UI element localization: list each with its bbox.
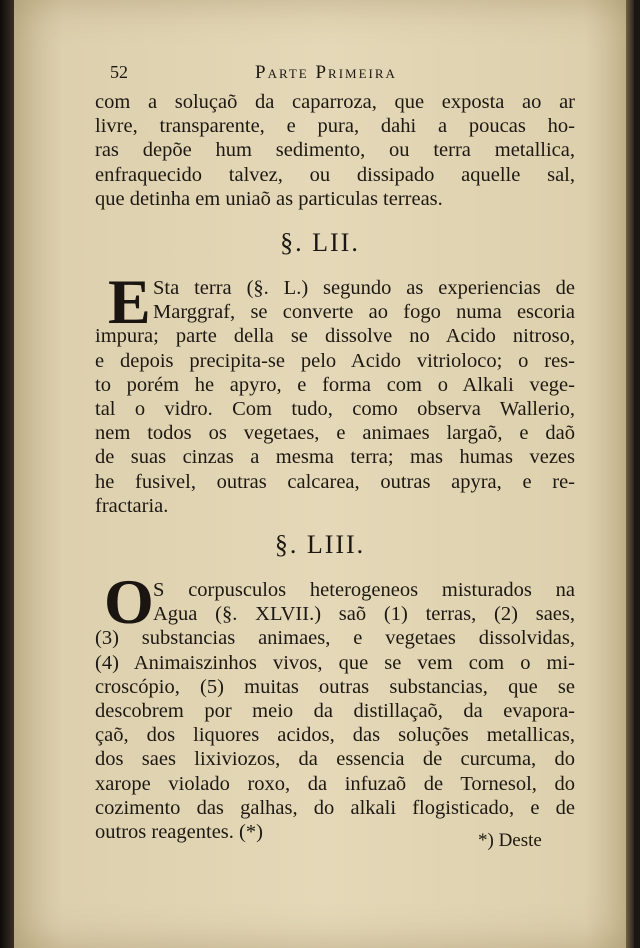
text-line: çaõ, dos liquores acidos, das soluções metallicas, <box>95 724 575 747</box>
book-edge-right <box>626 0 634 948</box>
page-header <box>110 62 450 84</box>
text-line: dos saes lixiviozos, da essencia de curcuma, do <box>95 748 575 771</box>
text-line: nem todos os vegetaes, e animaes largaõ, e daõ <box>95 422 575 445</box>
text-line: (3) substancias animaes, e vegetaes dissolvidas, <box>95 627 575 650</box>
section-heading-liii: §. LIII. <box>274 530 366 559</box>
catchword: *) Deste <box>478 830 542 851</box>
text-line: enfraquecido talvez, ou dissipado aquelle sal, <box>95 163 575 186</box>
running-title: Parte Primeira <box>255 62 397 83</box>
text-line: impura; parte della se dissolve no Acido nitroso, <box>95 325 575 348</box>
text-line: outros reagentes. (*) <box>95 820 263 843</box>
text-line: he fusivel, outras calcarea, outras apyra, e re- <box>95 470 575 493</box>
text-line: livre, transparente, e pura, dahi a poucas ho- <box>95 115 575 138</box>
text-line: Agua (§. XLVII.) saõ (1) terras, (2) saes, <box>153 603 575 626</box>
text-line: com a soluçaõ da caparroza, que exposta ao ar <box>95 91 575 113</box>
text-line: S corpusculos heterogeneos misturados na <box>153 579 575 601</box>
text-line: que detinha em uniaõ as particulas terreas. <box>95 187 443 210</box>
text-line: cozimento das galhas, do alkali flogisticado, e de <box>95 796 575 819</box>
text-line: e depois precipita-se pelo Acido vitrioloco; o res- <box>95 349 575 372</box>
page-number: 52 <box>110 62 128 82</box>
paragraph-liii <box>95 578 575 844</box>
text-line: Sta terra (§. L.) segundo as experiencias de <box>153 277 575 299</box>
section-heading-lii: §. LII. <box>280 228 360 257</box>
drop-cap-e: E <box>108 266 151 337</box>
text-line: ras depõe hum sedimento, ou terra metallica, <box>95 139 575 162</box>
text-line: xarope violado roxo, da infuzaõ de Tornesol, do <box>95 772 575 795</box>
text-line: descobrem por meio da distillaçaõ, da evapora- <box>95 699 575 722</box>
drop-cap-o: O <box>104 566 154 637</box>
book-gutter-left <box>0 0 14 948</box>
text-line: to porém he apyro, e forma com o Alkali vege- <box>95 373 575 396</box>
text-line: fractaria. <box>95 494 169 517</box>
text-line: croscópio, (5) muitas outras substancias, que se <box>95 675 575 698</box>
text-line: tal o vidro. Com tudo, como observa Wallerio, <box>95 397 575 420</box>
paragraph-continuation <box>95 90 575 211</box>
text-line: de suas cinzas a mesma terra; mas humas vezes <box>95 446 575 469</box>
text-line: Marggraf, se converte ao fogo numa escoria <box>153 301 575 324</box>
paragraph-lii <box>95 276 575 518</box>
text-line: (4) Animaiszinhos vivos, que se vem com o mi- <box>95 651 575 674</box>
